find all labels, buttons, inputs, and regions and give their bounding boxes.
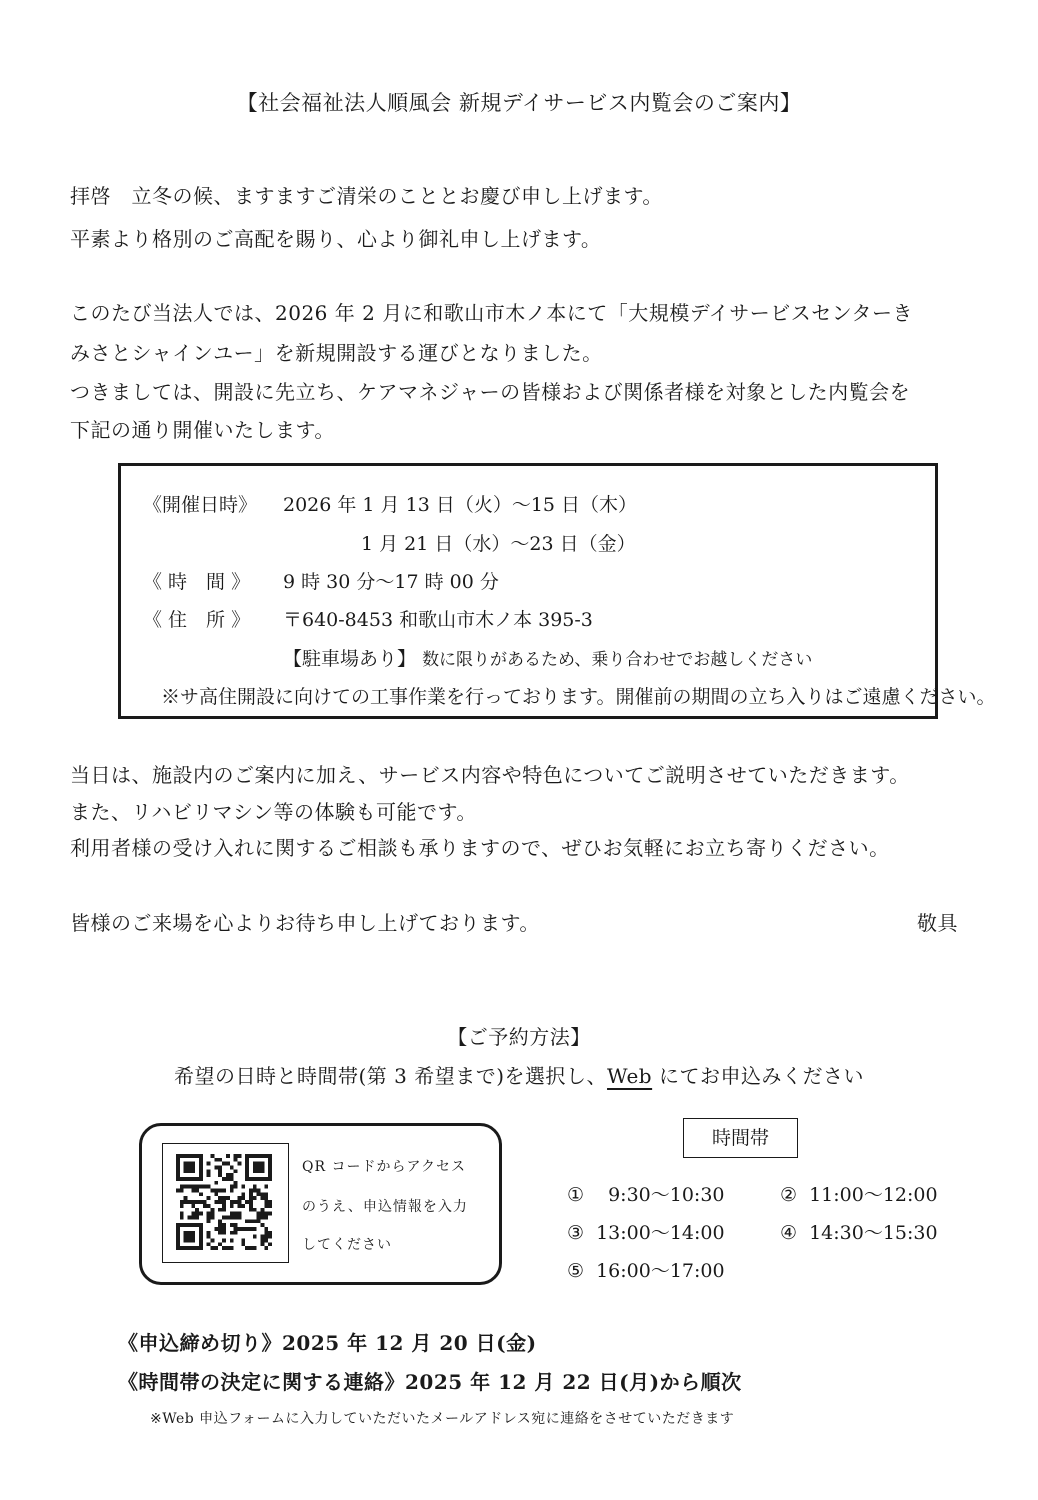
qr-instruction: QR コードからアクセス [302,1159,467,1175]
qr-instruction: してください [302,1237,392,1253]
slot-number: ② [780,1184,798,1206]
slot-time: 14:30～15:30 [809,1222,938,1244]
page-title: 【社会福祉法人順風会 新規デイサービス内覧会のご案内】 [236,91,802,115]
instruction-text: 希望の日時と時間帯(第 3 希望まで)を選択し、 [174,1064,608,1088]
time-slot [567,1218,725,1245]
date-value-second: 1 月 21 日（水）～23 日（金） [361,533,636,555]
reservation-instruction [0,1060,1038,1089]
intro-line: つきましては、開設に先立ち、ケアマネジャーの皆様および関係者様を対象とした内覧会を [70,380,911,404]
date-label: 《開催日時》 [143,494,258,516]
footnote: ※Web 申込フォームに入力していただいたメールアドレス宛に連絡をさせていただきます [150,1411,735,1427]
time-slot [567,1180,725,1207]
qr-box [139,1123,502,1285]
web-link[interactable]: Web [607,1064,653,1088]
time-label: 《 時 間 》 [143,571,251,593]
parking-note: 数に限りがあるため、乗り合わせでお越しください [422,650,813,670]
intro-line: このたび当法人では、2026 年 2 月に和歌山市木ノ本にて「大規模デイサービスセンターき [70,301,913,325]
event-info-box [118,463,996,719]
deadline-value: 2025 年 12 月 20 日(金) [282,1331,537,1355]
contact-value: 2025 年 12 月 22 日(月)から順次 [405,1370,742,1394]
qr-code-icon[interactable] [174,1154,274,1250]
slot-time: 13:00～14:00 [596,1222,725,1244]
slot-time: 9:30～10:30 [608,1184,725,1206]
greeting-line: 平素より格別のご高配を賜り、心より御礼申し上げます。 [70,227,602,251]
closing-sign: 敬具 [917,911,958,935]
slots-header: 時間帯 [683,1118,798,1158]
slot-number: ① [567,1184,585,1206]
time-value: 9 時 30 分～17 時 00 分 [283,571,499,593]
address-label: 《 住 所 》 [143,609,251,631]
parking-label: 【駐車場あり】 [283,648,417,670]
slot-time: 11:00～12:00 [809,1184,938,1206]
intro-line: みさとシャインユー」を新規開設する運びとなりました。 [70,341,603,365]
time-slot [780,1218,938,1245]
details-line: また、リハビリマシン等の体験も可能です。 [70,800,477,824]
time-slot [567,1256,725,1283]
details-line: 利用者様の受け入れに関するご相談も承りますので、ぜひお気軽にお立ち寄りください。 [70,836,890,860]
details-line: 当日は、施設内のご案内に加え、サービス内容や特色についてご説明させていただきます。 [70,763,910,787]
qr-frame[interactable] [162,1143,289,1263]
deadline [118,1327,537,1356]
slot-number: ④ [780,1222,798,1244]
contact-schedule [118,1366,742,1395]
slot-number: ⑤ [567,1260,585,1282]
time-slot [780,1180,938,1207]
parking-row [283,644,812,671]
closing-text: 皆様のご来場を心よりお待ち申し上げております。 [70,911,540,935]
date-value: 2026 年 1 月 13 日（火）～15 日（木） [283,494,638,516]
intro-line: 下記の通り開催いたします。 [70,418,335,442]
qr-instruction: のうえ、申込情報を入力 [302,1199,468,1215]
construction-note: ※サ高住開設に向けての工事作業を行っております。開催前の期間の立ち入りはご遠慮ください。 [161,686,996,708]
instruction-text: にてお申込みください [652,1064,864,1088]
deadline-label: 《申込締め切り》 [118,1331,282,1355]
address-value: 〒640-8453 和歌山市木ノ本 395-3 [283,609,593,631]
slot-number: ③ [567,1222,585,1244]
slot-time: 16:00～17:00 [596,1260,725,1282]
reservation-heading: 【ご予約方法】 [447,1025,591,1049]
greeting-line: 拝啓 立冬の候、ますますご清栄のこととお慶び申し上げます。 [70,184,663,208]
contact-label: 《時間帯の決定に関する連絡》 [118,1370,405,1394]
